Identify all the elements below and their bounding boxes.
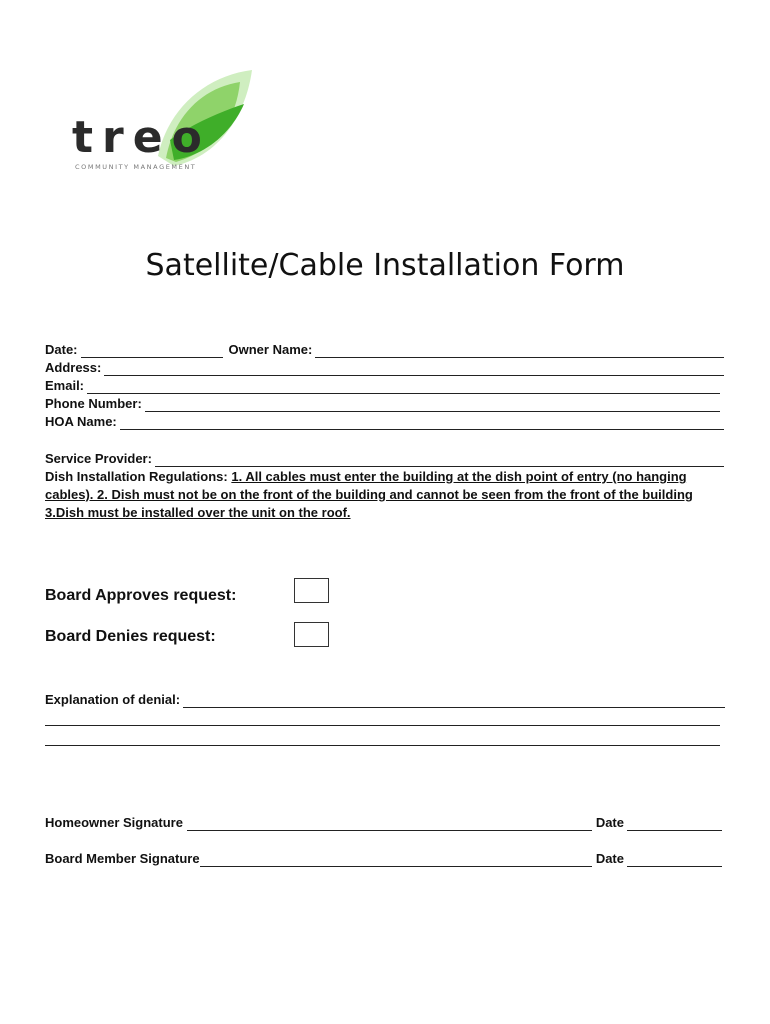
board-date-label: Date [595, 851, 624, 866]
deny-checkbox[interactable] [294, 622, 329, 647]
address-label: Address: [45, 360, 102, 375]
form-title: Satellite/Cable Installation Form [145, 248, 625, 283]
approve-checkbox[interactable] [294, 578, 329, 603]
logo-wordmark: treo [72, 112, 211, 163]
date-owner-row [45, 340, 724, 358]
email-row [45, 376, 720, 394]
treo-logo [70, 64, 270, 176]
installation-regulations [45, 468, 725, 522]
date-field[interactable] [81, 345, 223, 358]
service-provider-label: Service Provider: [45, 451, 152, 466]
homeowner-date-label: Date [595, 815, 624, 830]
regulations-label: Dish Installation Regulations: [45, 469, 232, 484]
email-field[interactable] [87, 381, 720, 394]
phone-label: Phone Number: [45, 396, 142, 411]
phone-field[interactable] [145, 399, 720, 412]
board-member-signature-label: Board Member Signature [45, 851, 200, 866]
denial-field-line-1[interactable] [183, 695, 725, 708]
board-signature-row [45, 849, 722, 867]
homeowner-date-field[interactable] [627, 818, 722, 831]
denial-field-line-2[interactable] [45, 725, 720, 726]
regulations-text: 1. All cables must enter the building at the dish point of entry (no hanging cables). 2. Dish must not be on the front of the building and cannot be seen from the front of the building 3.Dish must be installed over the unit on the roof. [45, 469, 693, 520]
board-member-signature-field[interactable] [200, 854, 592, 867]
phone-row [45, 394, 720, 412]
board-approves-label: Board Approves request: [45, 587, 237, 604]
logo-subtitle: COMMUNITY MANAGEMENT [75, 163, 197, 171]
denial-field-line-3[interactable] [45, 745, 720, 746]
denial-label: Explanation of denial: [45, 692, 181, 707]
hoa-field[interactable] [120, 417, 724, 430]
address-field[interactable] [104, 363, 724, 376]
homeowner-signature-label: Homeowner Signature [45, 815, 183, 830]
owner-name-label: Owner Name: [228, 342, 313, 357]
service-provider-field[interactable] [155, 454, 724, 467]
email-label: Email: [45, 378, 85, 393]
board-denies-label: Board Denies request: [45, 628, 216, 645]
hoa-row [45, 412, 724, 430]
address-row [45, 358, 724, 376]
service-provider-row [45, 449, 724, 467]
board-date-field[interactable] [627, 854, 722, 867]
owner-name-field[interactable] [315, 345, 724, 358]
denial-row [45, 690, 725, 708]
hoa-label: HOA Name: [45, 414, 117, 429]
homeowner-signature-field[interactable] [187, 818, 592, 831]
homeowner-signature-row [45, 813, 722, 831]
date-label: Date: [45, 342, 78, 357]
